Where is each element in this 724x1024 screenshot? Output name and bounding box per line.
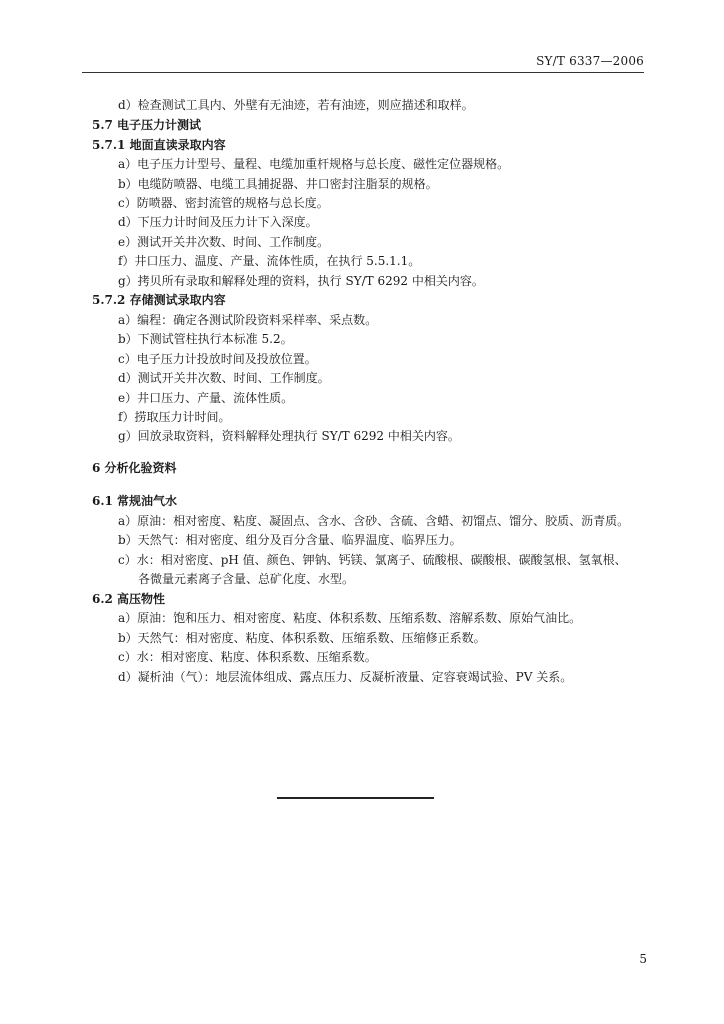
list-item: a）电子压力计型号、量程、电缆加重杆规格与总长度、磁性定位器规格。: [118, 157, 510, 171]
list-item: c）水：相对密度、pH 值、颜色、钾钠、钙镁、氯离子、硫酸根、碳酸根、碳酸氢根、氢氧根、: [118, 553, 627, 567]
end-of-document-rule: [277, 797, 434, 799]
list-item: d）测试开关井次数、时间、工作制度。: [118, 371, 330, 385]
list-item: e）测试开关井次数、时间、工作制度。: [118, 235, 330, 249]
list-item: f）捞取压力计时间。: [118, 410, 231, 424]
list-item: b）下测试管柱执行本标准 5.2。: [118, 332, 293, 346]
section-heading-6: 6 分析化验资料: [92, 461, 177, 475]
section-heading-6-1: 6.1 常规油气水: [92, 494, 178, 508]
list-item-continuation: 各微量元素离子含量、总矿化度、水型。: [138, 572, 355, 586]
section-heading-6-2: 6.2 高压物性: [92, 592, 166, 606]
list-item: d）下压力计时间及压力计下入深度。: [118, 215, 318, 229]
list-item: c）电子压力计投放时间及投放位置。: [118, 352, 317, 366]
standard-code: SY/T 6337—2006: [536, 54, 644, 68]
list-item: d）检查测试工具内、外壁有无油迹，若有油迹，则应描述和取样。: [118, 98, 474, 112]
list-item: c）防喷器、密封流管的规格与总长度。: [118, 196, 329, 210]
list-item: a）原油：饱和压力、相对密度、粘度、体积系数、压缩系数、溶解系数、原始气油比。: [118, 611, 582, 625]
list-item: c）水：相对密度、粘度、体积系数、压缩系数。: [118, 650, 377, 664]
list-item: a）原油：相对密度、粘度、凝固点、含水、含砂、含硫、含蜡、初馏点、馏分、胶质、沥青质。: [118, 514, 630, 528]
list-item: e）井口压力、产量、流体性质。: [118, 391, 294, 405]
list-item: b）天然气：相对密度、组分及百分含量、临界温度、临界压力。: [118, 533, 462, 547]
list-item: d）凝析油（气）：地层流体组成、露点压力、反凝析液量、定容衰竭试验、PV 关系。: [118, 670, 573, 684]
list-item: g）拷贝所有录取和解释处理的资料，执行 SY/T 6292 中相关内容。: [118, 274, 484, 288]
list-item: b）天然气：相对密度、粘度、体积系数、压缩系数、压缩修正系数。: [118, 631, 486, 645]
section-heading-5-7: 5.7 电子压力计测试: [92, 118, 202, 132]
page-number: 5: [639, 952, 647, 966]
page-header: [82, 54, 644, 73]
list-item: a）编程：确定各测试阶段资料采样率、采点数。: [118, 313, 378, 327]
section-heading-5-7-1: 5.7.1 地面直读录取内容: [92, 138, 226, 152]
list-item: b）电缆防喷器、电缆工具捕捉器、井口密封注脂泵的规格。: [118, 177, 438, 191]
list-item: f）井口压力、温度、产量、流体性质，在执行 5.5.1.1。: [118, 254, 421, 268]
section-heading-5-7-2: 5.7.2 存储测试录取内容: [92, 293, 226, 307]
list-item: g）回放录取资料，资料解释处理执行 SY/T 6292 中相关内容。: [118, 429, 460, 443]
